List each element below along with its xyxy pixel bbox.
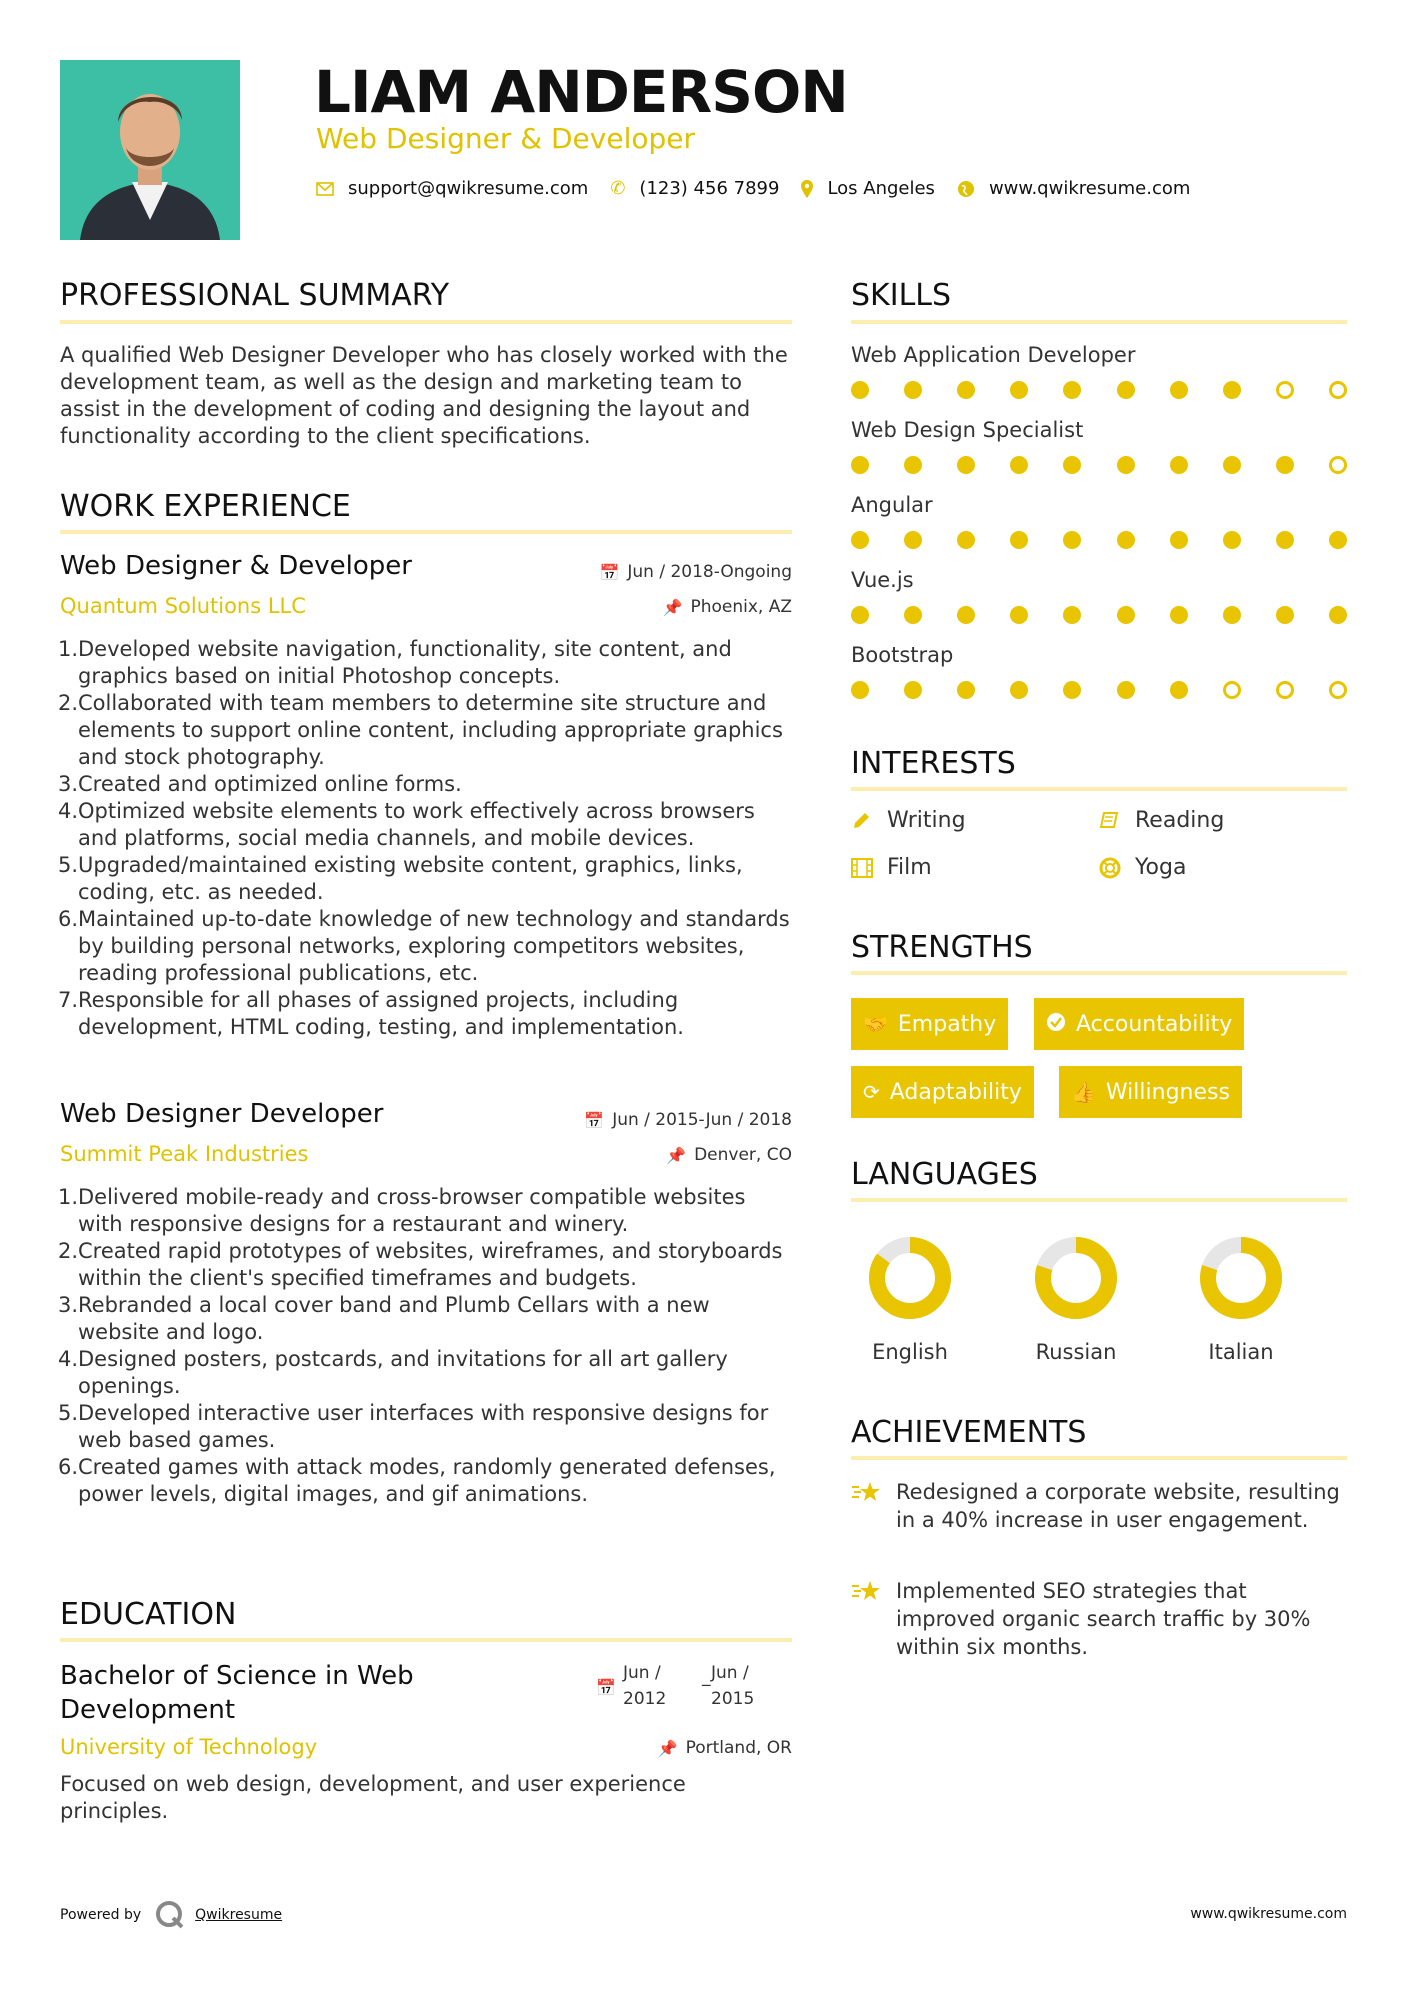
skill-dot-filled — [1170, 531, 1188, 549]
skill-name: Vue.js — [851, 568, 914, 592]
job-location: 📌 Phoenix, AZ — [662, 597, 792, 617]
education-heading: EDUCATION — [60, 1597, 237, 1632]
skill-dot-filled — [1063, 606, 1081, 624]
skill-rating — [851, 381, 1347, 401]
duty-item: Designed posters, postcards, and invitations for all art gallery openings. — [78, 1347, 728, 1398]
skill-dot-filled — [851, 456, 869, 474]
skill-dot-filled — [851, 381, 869, 399]
education-description: Focused on web design, development, and user experience principles. — [60, 1772, 686, 1823]
skill-dot-filled — [957, 606, 975, 624]
edu-date-start: Jun / 2012 — [623, 1663, 667, 1709]
skill-dot-filled — [1117, 456, 1135, 474]
degree-title: Bachelor of Science in Web Development — [60, 1661, 414, 1725]
skill-dot-filled — [957, 456, 975, 474]
calendar-icon: 📅 — [596, 1678, 616, 1697]
skill-dot-filled — [957, 531, 975, 549]
skill-dot-filled — [1010, 606, 1028, 624]
achievement-item: Implemented SEO strategies that improved organic search traffic by 30% within six months. — [851, 1577, 1347, 1661]
contact-website[interactable]: www.qwikresume.com — [957, 178, 1190, 199]
duty-item: Delivered mobile-ready and cross-browser compatible websites with responsive designs for a restaurant and winery. — [78, 1185, 746, 1236]
skill-dot-filled — [1170, 456, 1188, 474]
pencil-icon — [851, 811, 887, 831]
duty-item: Rebranded a local cover band and Plumb Cellars with a new website and logo. — [78, 1293, 710, 1344]
skill-dot-filled — [1117, 606, 1135, 624]
strength-badge: ⟳ Adaptability — [851, 1066, 1034, 1118]
duty-item: Created rapid prototypes of websites, wireframes, and storyboards within the client's specified timeframes and budgets. — [78, 1239, 783, 1290]
duty-item: Collaborated with team members to determine site structure and elements to support online content, including appropriate graphics and stock photography. — [78, 691, 783, 769]
pushpin-icon: 📌 — [662, 597, 683, 617]
summary-rule — [60, 320, 792, 324]
contact-bar — [316, 178, 1212, 199]
skill-dot-filled — [1329, 531, 1347, 549]
qwikresume-link[interactable]: Qwikresume — [195, 1907, 283, 1923]
calendar-icon: 📅 — [584, 1110, 605, 1130]
candidate-role: Web Designer & Developer — [316, 122, 695, 155]
duty-item: Developed interactive user interfaces with responsive designs for web based games. — [78, 1401, 769, 1452]
shooting-star-icon — [851, 1577, 896, 1661]
interests-heading: INTERESTS — [851, 746, 1016, 781]
duty-item: Created and optimized online forms. — [78, 772, 462, 796]
skill-dot-filled — [1117, 531, 1135, 549]
pushpin-icon: 📌 — [657, 1738, 678, 1758]
skill-dot-filled — [1010, 456, 1028, 474]
skill-dot-empty — [1276, 681, 1294, 699]
skill-rating — [851, 681, 1347, 701]
skill-dot-filled — [1010, 531, 1028, 549]
interest-item: Yoga — [1099, 855, 1186, 880]
summary-heading: PROFESSIONAL SUMMARY — [60, 278, 450, 313]
skill-dot-filled — [1223, 381, 1241, 399]
skill-name: Angular — [851, 493, 933, 517]
phone-icon: ✆ — [610, 178, 626, 199]
school-location: 📌 Portland, OR — [657, 1738, 792, 1758]
skill-dot-filled — [957, 381, 975, 399]
map-pin-icon — [801, 180, 813, 198]
interest-item: Reading — [1099, 808, 1224, 833]
languages-rule — [851, 1198, 1347, 1202]
skill-dot-empty — [1223, 681, 1241, 699]
skill-dot-filled — [904, 531, 922, 549]
language-ring — [1199, 1236, 1283, 1320]
achievements-heading: ACHIEVEMENTS — [851, 1415, 1087, 1450]
shooting-star-icon — [851, 1478, 896, 1534]
lifebuoy-icon — [1099, 857, 1135, 879]
skill-dot-filled — [1223, 606, 1241, 624]
skill-dot-filled — [1063, 681, 1081, 699]
skill-dot-filled — [1170, 606, 1188, 624]
refresh-icon: ⟳ — [863, 1080, 880, 1104]
job-company: Summit Peak Industries — [60, 1142, 309, 1166]
experience-heading: WORK EXPERIENCE — [60, 489, 351, 524]
skills-heading: SKILLS — [851, 278, 952, 313]
duty-item: Maintained up-to-date knowledge of new technology and standards by building personal networks, exploring competitors websites, reading professional publications, etc. — [78, 907, 790, 985]
job-title: Web Designer Developer — [60, 1099, 384, 1129]
strength-badge: 🤝 Empathy — [851, 998, 1008, 1050]
duty-item: Created games with attack modes, randomly generated defenses, power levels, digital images, and gif animations. — [78, 1455, 776, 1506]
skill-dot-filled — [851, 681, 869, 699]
skill-dot-filled — [1170, 681, 1188, 699]
contact-email[interactable]: support@qwikresume.com — [316, 178, 588, 199]
skill-dot-filled — [1010, 381, 1028, 399]
film-icon — [851, 858, 887, 878]
skills-rule — [851, 320, 1347, 324]
skill-dot-filled — [1117, 381, 1135, 399]
skill-dot-filled — [1063, 381, 1081, 399]
thumbs-up-icon: 👍 — [1071, 1080, 1096, 1104]
strength-badge: 👍 Willingness — [1059, 1066, 1242, 1118]
skill-dot-filled — [1170, 381, 1188, 399]
calendar-icon: 📅 — [599, 562, 620, 582]
skill-dot-filled — [1063, 531, 1081, 549]
job-duties — [60, 636, 792, 1041]
footer-brand: Powered by Qwikresume — [60, 1900, 282, 1930]
job-company: Quantum Solutions LLC — [60, 594, 306, 618]
footer-website[interactable]: www.qwikresume.com — [1190, 1906, 1347, 1922]
candidate-name: LIAM ANDERSON — [314, 58, 848, 126]
skill-dot-filled — [904, 456, 922, 474]
strength-badge: Accountability — [1034, 998, 1244, 1050]
skill-dot-filled — [904, 606, 922, 624]
duty-item: Responsible for all phases of assigned projects, including development, HTML coding, testing, and implementation. — [78, 988, 684, 1039]
skill-name: Bootstrap — [851, 643, 954, 667]
interests-rule — [851, 787, 1347, 791]
skill-dot-empty — [1329, 681, 1347, 699]
school-name: University of Technology — [60, 1735, 318, 1759]
strengths-rule — [851, 971, 1347, 975]
skill-dot-filled — [1117, 681, 1135, 699]
language-ring — [1034, 1236, 1118, 1320]
achievement-item: Redesigned a corporate website, resulting in a 40% increase in user engagement. — [851, 1478, 1347, 1534]
language-name: English — [872, 1340, 948, 1364]
language-name: Italian — [1208, 1340, 1274, 1364]
duty-item: Optimized website elements to work effectively across browsers and platforms, social media channels, and mobile devices. — [78, 799, 755, 850]
edu-date-end: Jun / 2015 — [711, 1663, 755, 1709]
education-rule — [60, 1638, 792, 1642]
skill-rating — [851, 606, 1347, 626]
skill-dot-filled — [1329, 606, 1347, 624]
interest-item: Writing — [851, 808, 966, 833]
job-date: 📅 Jun / 2015-Jun / 2018 — [584, 1110, 792, 1130]
skill-name: Web Application Developer — [851, 343, 1136, 367]
interest-item: Film — [851, 855, 932, 880]
strengths-heading: STRENGTHS — [851, 930, 1033, 965]
book-icon — [1099, 811, 1135, 831]
skill-rating — [851, 456, 1347, 476]
envelope-icon — [316, 182, 334, 196]
skill-dot-filled — [904, 681, 922, 699]
contact-location: Los Angeles — [801, 178, 935, 199]
duty-item: Upgraded/maintained existing website content, graphics, links, coding, etc. as needed. — [78, 853, 743, 904]
profile-photo — [60, 60, 240, 240]
check-circle-icon — [1046, 1012, 1066, 1037]
qwikresume-logo-icon — [155, 1900, 185, 1930]
skill-dot-filled — [851, 531, 869, 549]
skill-dot-filled — [1010, 681, 1028, 699]
summary-text: A qualified Web Designer Developer who has closely worked with the development team, as well as the design and marketing team to assist in the development of coding and designing the layout and functionality according to the client specifications. — [60, 343, 788, 448]
experience-rule — [60, 530, 792, 534]
job-date: 📅 Jun / 2018-Ongoing — [599, 562, 792, 582]
skill-dot-empty — [1329, 381, 1347, 399]
skill-dot-filled — [1276, 531, 1294, 549]
skill-dot-filled — [1223, 456, 1241, 474]
languages-heading: LANGUAGES — [851, 1157, 1038, 1192]
pushpin-icon: 📌 — [666, 1145, 687, 1165]
skill-dot-filled — [904, 381, 922, 399]
job-location: 📌 Denver, CO — [666, 1145, 792, 1165]
skill-dot-filled — [1063, 456, 1081, 474]
language-name: Russian — [1035, 1340, 1117, 1364]
job-title: Web Designer & Developer — [60, 551, 412, 581]
skill-rating — [851, 531, 1347, 551]
skill-dot-filled — [1276, 606, 1294, 624]
skill-dot-filled — [1276, 456, 1294, 474]
contact-phone[interactable]: ✆ (123) 456 7899 — [610, 178, 780, 199]
skill-dot-filled — [851, 606, 869, 624]
skill-dot-filled — [1223, 531, 1241, 549]
duty-item: Developed website navigation, functionality, site content, and graphics based on initial Photoshop concepts. — [78, 637, 732, 688]
skill-name: Web Design Specialist — [851, 418, 1084, 442]
language-ring — [868, 1236, 952, 1320]
skill-dot-empty — [1276, 381, 1294, 399]
job-duties — [60, 1184, 792, 1508]
handshake-icon: 🤝 — [863, 1012, 888, 1036]
skill-dot-empty — [1329, 456, 1347, 474]
globe-icon — [957, 180, 975, 198]
skill-dot-filled — [957, 681, 975, 699]
edu-date-separator: _ — [702, 1667, 711, 1687]
achievements-rule — [851, 1456, 1347, 1460]
